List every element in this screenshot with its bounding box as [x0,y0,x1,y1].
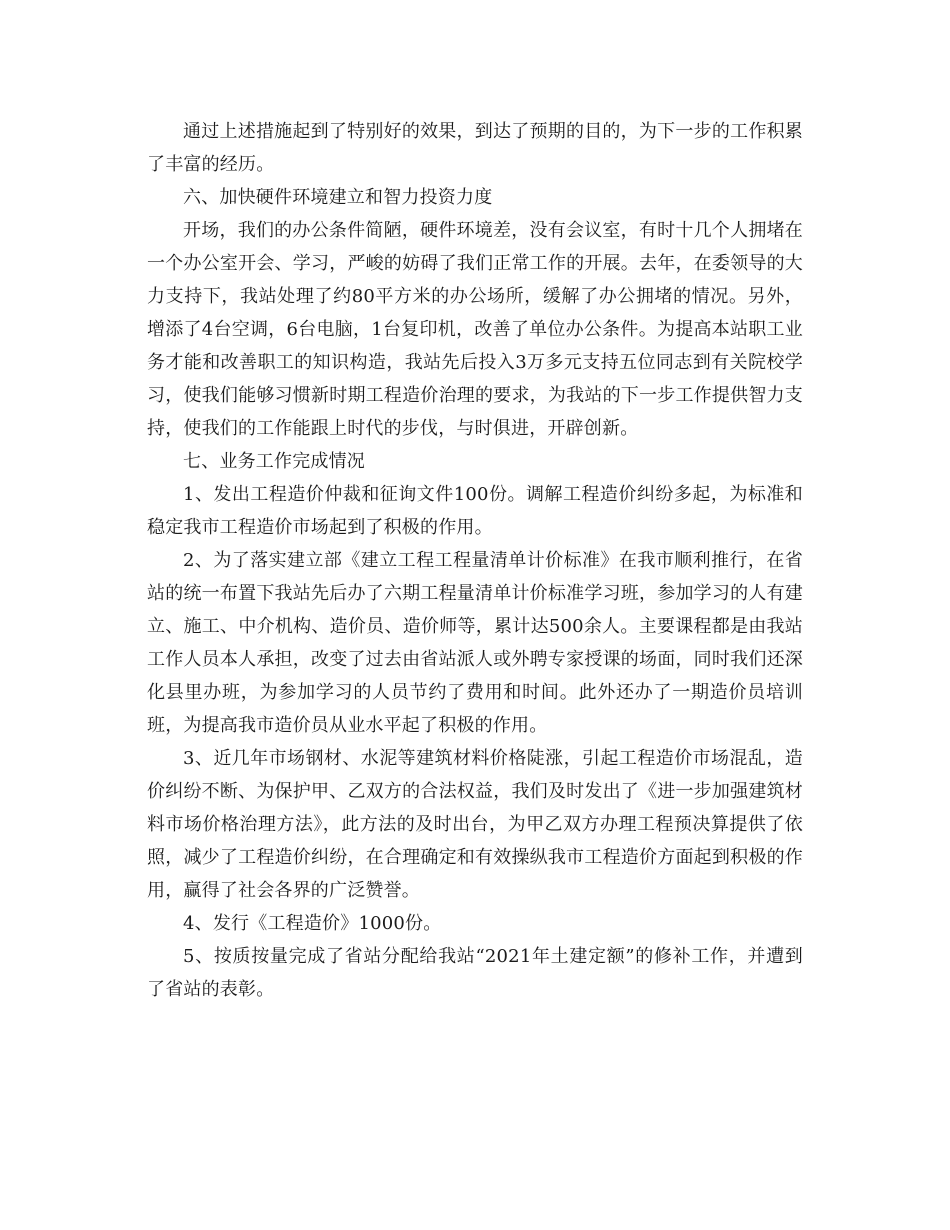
paragraph-item-4: 4、发行《工程造价》1000份。 [183,913,442,934]
section-heading-7: 七、业务工作完成情况 [183,451,365,472]
paragraph-item-2: 2、为了落实建立部《建立工程工程量清单计价标准》在我市顺利推行，在省站的统一布置下我站先后办了六期工程量清单计价标准学习班，参加学习的人有建立、施工、中介机构、造价员、造价师等，累计达500余人。主要课程都是由我站工作人员本人承担，改变了过去由省站派人或外聘专家授课的场面，同时我们还深化县里办班，为参加学习的人员节约了费用和时间。此外还办了一期造价员培训班，为提高我市造价员从业水平起了积极的作用。 [147,550,803,736]
paragraph-summary: 通过上述措施起到了特别好的效果，到达了预期的目的，为下一步的工作积累了丰富的经历。 [147,121,803,175]
paragraph-item-3: 3、近几年市场钢材、水泥等建筑材料价格陡涨，引起工程造价市场混乱，造价纠纷不断、为保护甲、乙双方的合法权益，我们及时发出了《进一步加强建筑材料市场价格治理方法》，此方法的及时出台，为甲乙双方办理工程预决算提供了依照，减少了工程造价纠纷，在合理确定和有效操纵我市工程造价方面起到积极的作用，赢得了社会各界的广泛赞誉。 [147,748,803,901]
document-body [147,115,803,1006]
section-heading-6: 六、加快硬件环境建立和智力投资力度 [183,187,493,208]
paragraph-item-1: 1、发出工程造价仲裁和征询文件100份。调解工程造价纠纷多起，为标准和稳定我市工程造价市场起到了积极的作用。 [147,484,803,538]
paragraph-item-5: 5、按质按量完成了省站分配给我站“2021年土建定额”的修补工作，并遭到了省站的表彰。 [147,946,803,1000]
paragraph-hardware: 开场，我们的办公条件简陋，硬件环境差，没有会议室，有时十几个人拥堵在一个办公室开会、学习，严峻的妨碍了我们正常工作的开展。去年，在委领导的大力支持下，我站处理了约80平方米的办公场所，缓解了办公拥堵的情况。另外，增添了4台空调，6台电脑，1台复印机，改善了单位办公条件。为提高本站职工业务才能和改善职工的知识构造，我站先后投入3万多元支持五位同志到有关院校学习，使我们能够习惯新时期工程造价治理的要求，为我站的下一步工作提供智力支持，使我们的工作能跟上时代的步伐，与时俱进，开辟创新。 [147,220,803,439]
